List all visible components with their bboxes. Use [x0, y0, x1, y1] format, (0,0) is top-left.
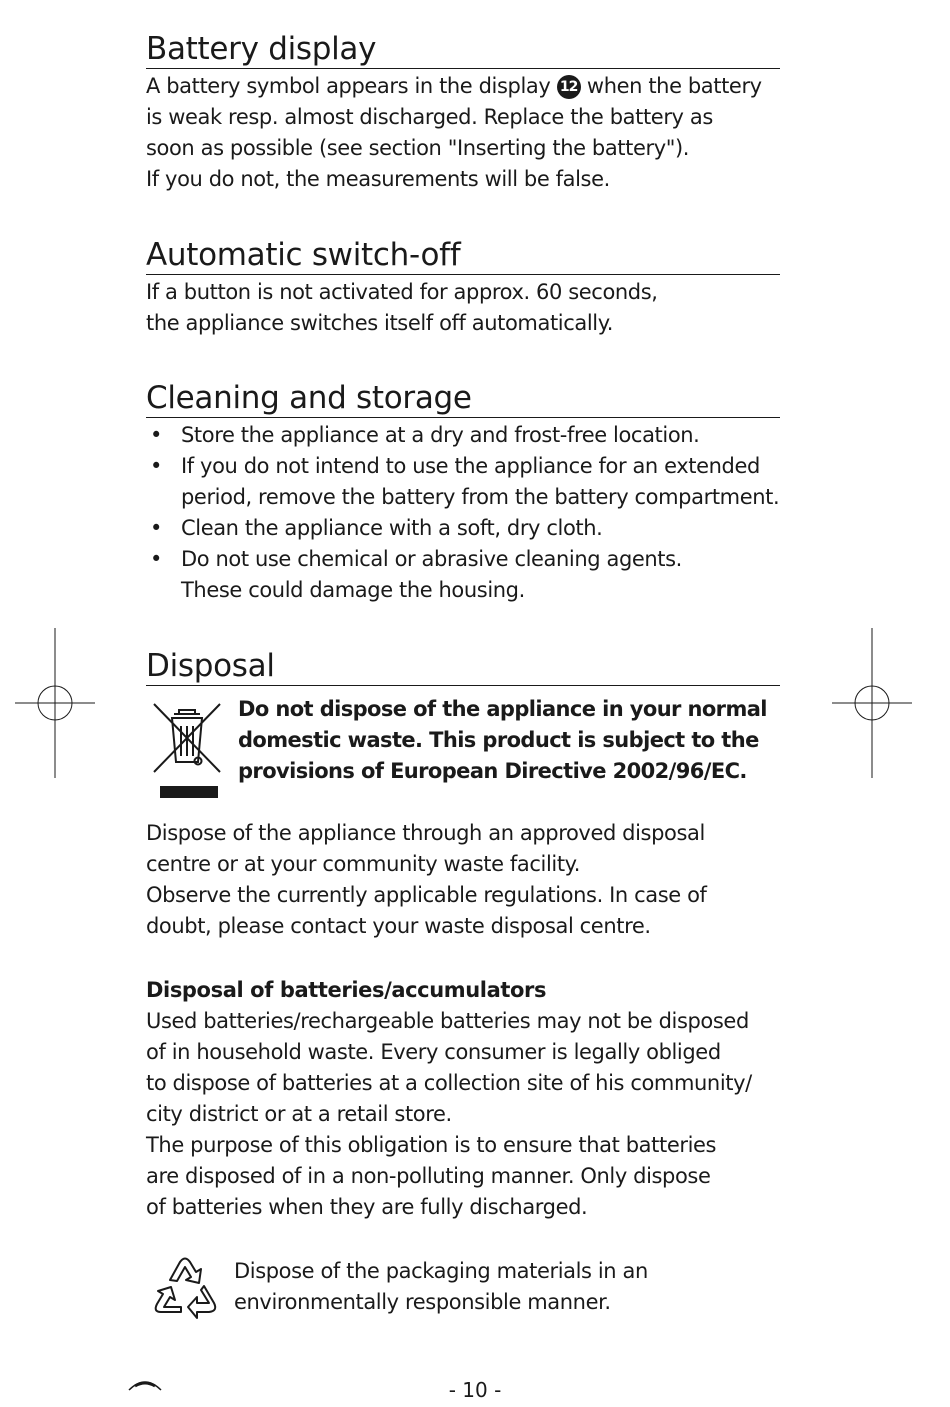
section-battery-disposal — [146, 975, 780, 1223]
automatic-switch-off-text: If a button is not activated for approx. 60 seconds, the appliance switches itself off automatically. — [146, 280, 658, 335]
page-number: - 10 - — [448, 1378, 502, 1402]
packaging-text: Dispose of the packaging materials in an environmentally responsible manner. — [234, 1259, 648, 1314]
automatic-switch-off-heading: Automatic switch-off — [146, 236, 780, 275]
disposal-heading: Disposal — [146, 647, 780, 686]
crossed-out-wheelie-bin-icon — [150, 700, 225, 800]
section-automatic-switch-off — [146, 236, 780, 339]
battery-display-text: A battery symbol appears in the display 12 when the battery is weak resp. almost discharged. Replace the battery as soon as possible (see section "Inserting the battery"). If you do not, the measurements will be false. — [146, 74, 762, 191]
display-marker-12: 12 — [557, 75, 581, 99]
cleaning-storage-heading: Cleaning and storage — [146, 379, 780, 418]
list-item: • Store the appliance at a dry and frost-free location. — [150, 423, 700, 447]
crop-mark-left — [15, 628, 95, 778]
list-item: • Clean the appliance with a soft, dry cloth. — [150, 516, 603, 540]
disposal-text: Dispose of the appliance through an approved disposal centre or at your community waste facility. Observe the currently applicable regulations. In case of doubt, please contact your waste disposal centre. — [146, 821, 707, 938]
battery-disposal-text: Used batteries/rechargeable batteries may not be disposed of in household waste. Every consumer is legally obliged to dispose of batteries at a collection site of his community/ city district or at a retail store. The purpose of this obligation is to ensure that batteries are disposed of in a non-polluting manner. Only dispose of batteries when they are fully discharged. — [146, 1009, 752, 1219]
section-cleaning-storage — [146, 379, 780, 606]
list-item: • If you do not intend to use the appliance for an extended period, remove the battery from the battery compartment. — [150, 454, 780, 509]
crop-mark-right — [832, 628, 912, 778]
recycle-icon — [148, 1250, 222, 1322]
battery-disposal-subtitle: Disposal of batteries/accumulators — [146, 978, 547, 1002]
cleaning-list — [146, 420, 780, 606]
list-item: • Do not use chemical or abrasive cleaning agents. These could damage the housing. — [150, 547, 682, 602]
section-disposal — [146, 647, 780, 686]
battery-display-heading: Battery display — [146, 30, 780, 69]
section-battery-display — [146, 30, 780, 195]
disposal-warning: Do not dispose of the appliance in your normal domestic waste. This product is subject to the provisions of European Directive 2002/96/EC. — [238, 697, 767, 783]
